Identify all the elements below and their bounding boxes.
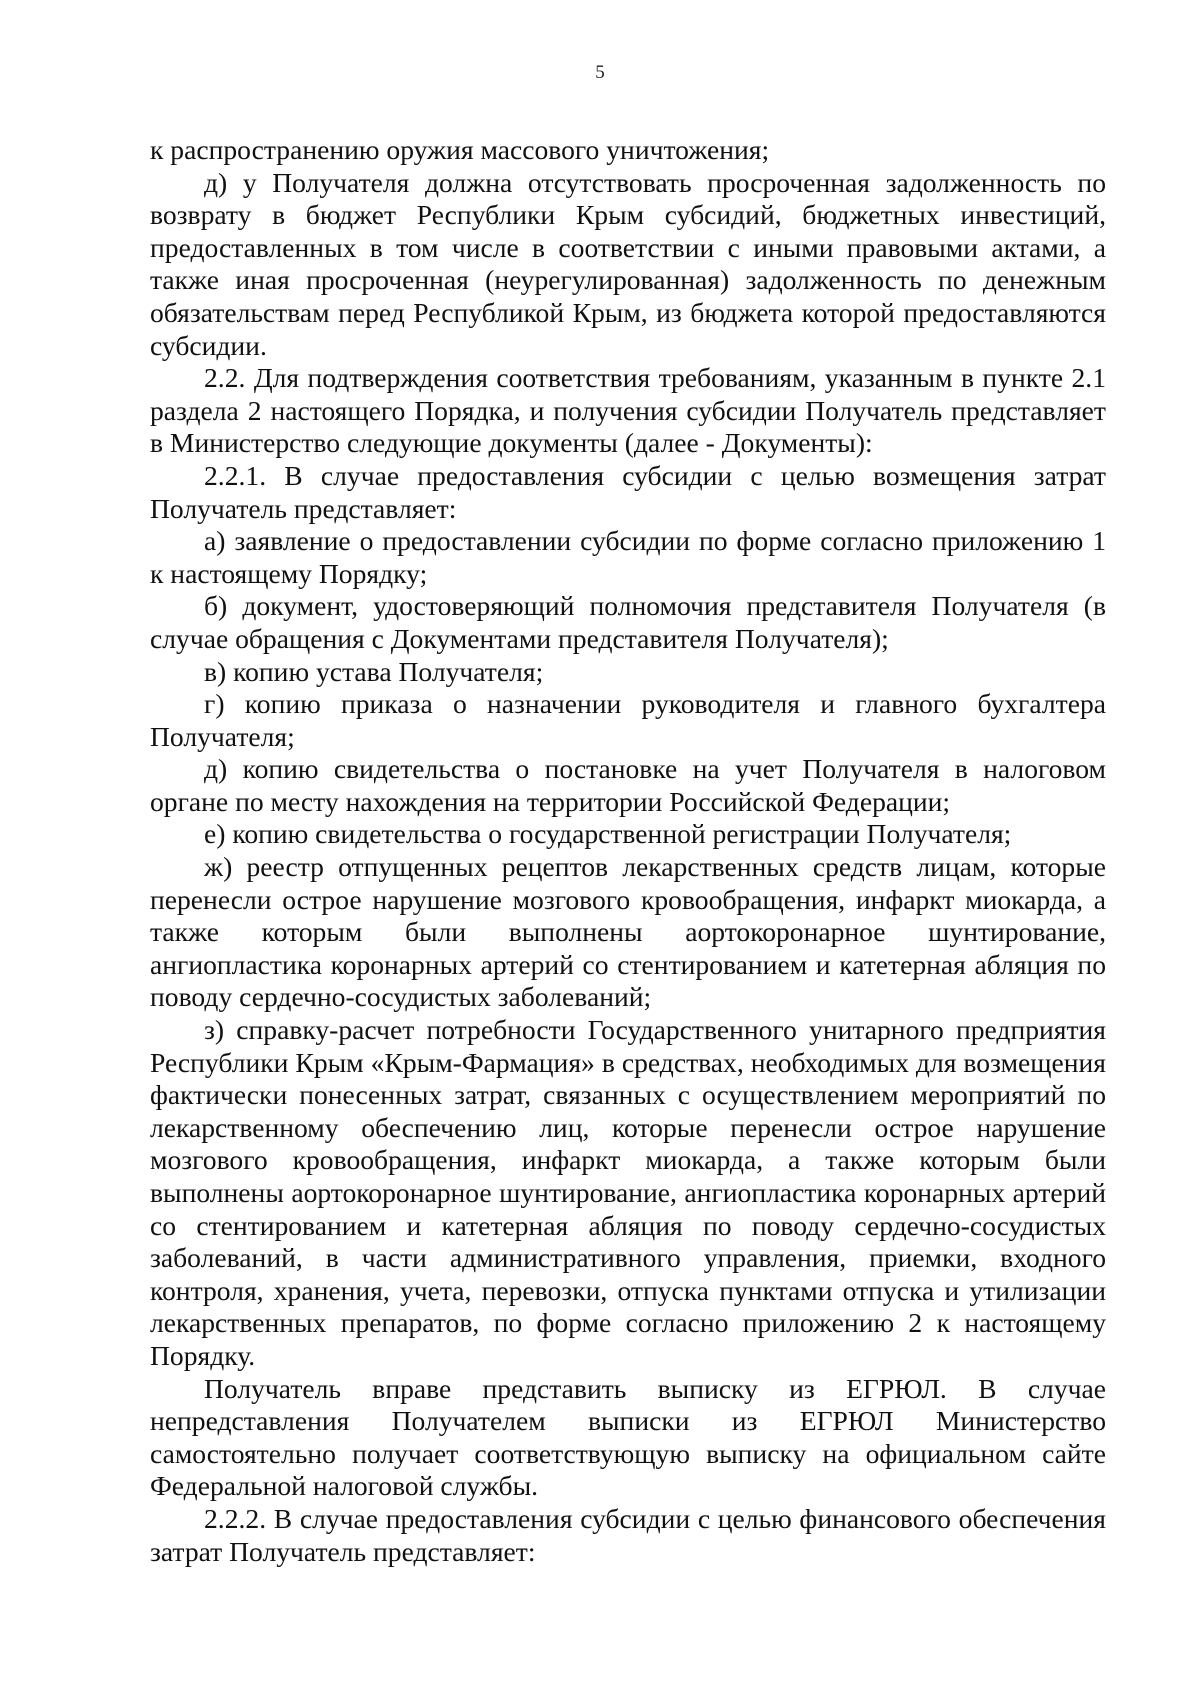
paragraph: ж) реестр отпущенных рецептов лекарственных средств лицам, которые перенесли острое нарушение мозгового кровообращения, инфаркт миокарда, а также которым были выполнены аортокоронарное шунтирование, ангиопластика коронарных артерий со стентированием и катетерная абляция по поводу сердечно-сосудистых заболеваний; [150, 851, 1106, 1013]
paragraph: 2.2.2. В случае предоставления субсидии с целью финансового обеспечения затрат Получатель представляет: [150, 1502, 1106, 1567]
paragraph: д) копию свидетельства о постановке на учет Получателя в налоговом органе по месту нахождения на территории Российской Федерации; [150, 753, 1106, 817]
paragraph: 2.2.1. В случае предоставления субсидии с целью возмещения затрат Получатель представляет: [150, 459, 1106, 524]
document-body [150, 134, 1106, 1568]
paragraph: в) копию устава Получателя; [204, 655, 544, 687]
paragraph: а) заявление о предоставлении субсидии по форме согласно приложению 1 к настоящему Порядку; [150, 525, 1106, 589]
paragraph: к распространению оружия массового уничтожения; [150, 134, 770, 165]
paragraph: 2.2. Для подтверждения соответствия требованиям, указанным в пункте 2.1 раздела 2 настоящего Порядка, и получения субсидии Получатель представляет в Министерство следующие документы (далее - Документы): [150, 362, 1106, 459]
paragraph: Получатель вправе представить выписку из ЕГРЮЛ. В случае непредставления Получателем выписки из ЕГРЮЛ Министерство самостоятельно получает соответствующую выписку на официальном сайте Федеральной налоговой службы. [150, 1372, 1106, 1502]
paragraph: з) справку-расчет потребности Государственного унитарного предприятия Республики Крым «Крым-Фармация» в средствах, необходимых для возмещения фактически понесенных затрат, связанных с осуществлением мероприятий по лекарственному обеспечению лиц, которые перенесли острое нарушение мозгового кровообращения, инфаркт миокарда, а также которым были выполнены аортокоронарное шунтирование, ангиопластика коронарных артерий со стентированием и катетерная абляция по поводу сердечно-сосудистых заболеваний, в части административного управления, приемки, входного контроля, хранения, учета, перевозки, отпуска пунктами отпуска и утилизации лекарственных препаратов, по форме согласно приложению 2 к настоящему Порядку. [150, 1014, 1106, 1371]
paragraph: д) у Получателя должна отсутствовать просроченная задолженность по возврату в бюджет Республики Крым субсидий, бюджетных инвестиций, предоставленных в том числе в соответствии с иными правовыми актами, а также иная просроченная (неурегулированная) задолженность по денежным обязательствам перед Республикой Крым, из бюджета которой предоставляются субсидии. [150, 166, 1106, 361]
paragraph: г) копию приказа о назначении руководителя и главного бухгалтера Получателя; [150, 688, 1106, 752]
paragraph: е) копию свидетельства о государственной регистрации Получателя; [204, 818, 1012, 850]
paragraph: б) документ, удостоверяющий полномочия представителя Получателя (в случае обращения с Документами представителя Получателя); [150, 590, 1106, 654]
page-number: 5 [595, 62, 605, 83]
